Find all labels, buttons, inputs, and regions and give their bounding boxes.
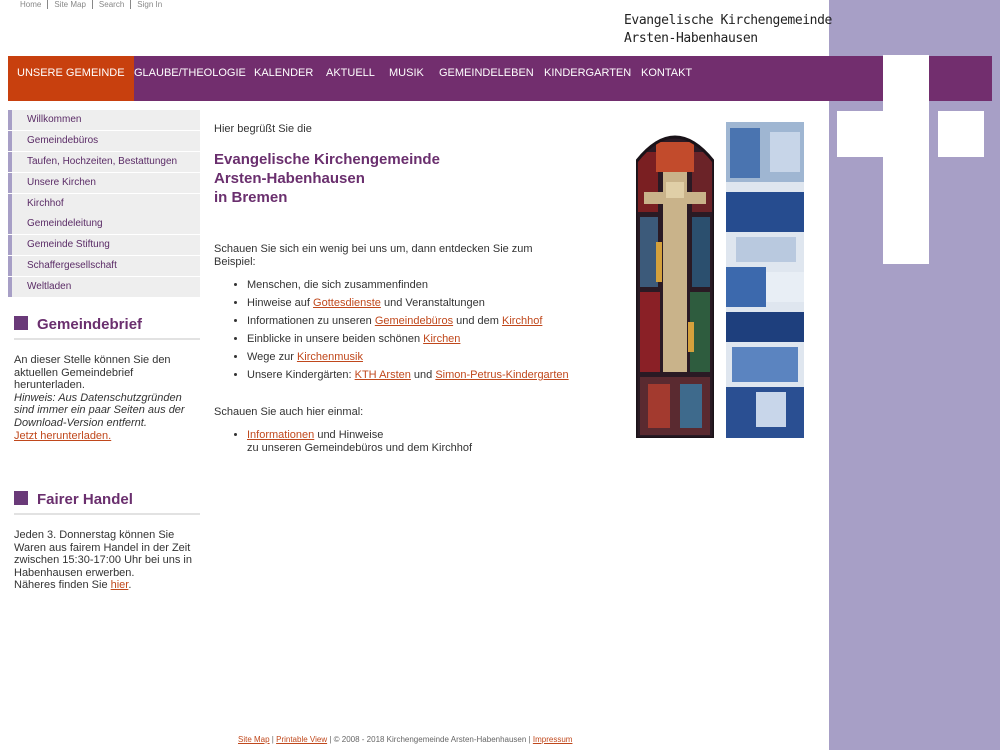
greeting: Hier begrüßt Sie die <box>214 123 312 135</box>
bullet-text: und dem <box>453 315 503 327</box>
nav-glaube-theologie[interactable]: GLAUBE/THEOLOGIE <box>134 67 246 79</box>
footer-sitemap-link[interactable]: Site Map <box>238 735 270 744</box>
list-item <box>247 279 569 297</box>
kth-arsten-link[interactable]: KTH Arsten <box>354 369 411 381</box>
nav-gemeindeleben[interactable]: GEMEINDELEBEN <box>439 67 534 79</box>
bullet-text: Unsere Kindergärten: <box>247 369 355 381</box>
bullet-text: Informationen zu unseren <box>247 315 375 327</box>
heading-square-icon <box>14 491 28 505</box>
footer: Site Map | Printable View | © 2008 - 2018 Kirchengemeinde Arsten-Habenhausen | Impressum <box>238 735 573 744</box>
gemeindebrief-note: Hinweis: Aus Datenschutzgründen sind immer ein paar Seiten aus der Download-Version entfernt. <box>14 391 185 429</box>
nav-cross-gap <box>883 56 929 101</box>
kirchen-link[interactable]: Kirchen <box>423 333 461 345</box>
list-item <box>247 351 569 369</box>
gemeindebueros-link[interactable]: Gemeindebüros <box>374 315 454 327</box>
stained-glass-window-right <box>726 122 804 438</box>
list-item <box>247 333 569 351</box>
fairer-handel-heading <box>14 491 200 515</box>
fairer-handel-more: Näheres finden Sie <box>14 579 108 592</box>
bullet-text: Hinweise auf <box>247 297 314 309</box>
also-list <box>214 429 472 454</box>
site-logo[interactable] <box>624 12 832 48</box>
sidebar-item-willkommen[interactable]: Willkommen <box>8 110 200 130</box>
bullet-text: und Veranstaltungen <box>380 297 485 309</box>
period: . <box>128 579 132 592</box>
gemeindebrief-text: An dieser Stelle können Sie den aktuellen Gemeindebrief herunterladen. <box>14 354 171 392</box>
nav-kindergarten[interactable]: KINDERGARTEN <box>544 67 632 79</box>
sidebar-item-kirchhof[interactable]: Kirchhof <box>8 194 200 214</box>
gemeindebrief-box <box>14 354 202 442</box>
nav-kalender[interactable]: KALENDER <box>254 67 314 79</box>
nav-kontakt[interactable]: KONTAKT <box>641 67 693 79</box>
fairer-handel-text: Jeden 3. Donnerstag können Sie Waren aus fairem Handel in der Zeit zwischen 15:30-17:00 Uhr bei uns in Habenhausen erwerben. <box>14 529 192 579</box>
sitemap-link[interactable]: Site Map <box>47 0 92 9</box>
bullet-text: und <box>410 369 436 381</box>
nav-musik[interactable]: MUSIK <box>389 67 424 79</box>
heading-square-icon <box>14 316 28 330</box>
title-line-2: Arsten-Habenhausen <box>214 170 365 187</box>
sidebar-item-stiftung[interactable]: Gemeinde Stiftung <box>8 235 200 255</box>
page-title <box>214 150 440 207</box>
list-item <box>247 429 472 454</box>
bullet-text: Menschen, die sich zusammenfinden <box>247 279 428 291</box>
logo-line-2: Arsten-Habenhausen <box>624 31 758 46</box>
sidebar-item-gemeindebueros[interactable]: Gemeindebüros <box>8 131 200 151</box>
nav-aktuell[interactable]: AKTUELL <box>326 67 375 79</box>
bullet-text: Einblicke in unsere beiden schönen <box>247 333 424 345</box>
utility-links <box>14 0 168 9</box>
sidebar-nav <box>8 110 200 298</box>
fairer-handel-box <box>14 529 202 592</box>
list-item <box>247 315 569 333</box>
gemeindebrief-download-link[interactable]: Jetzt herunterladen. <box>14 429 112 442</box>
sidebar-item-gemeindeleitung[interactable]: Gemeindeleitung <box>8 214 200 234</box>
list-item <box>247 297 569 315</box>
gemeindebrief-title: Gemeindebrief <box>37 316 143 333</box>
sidebar-item-kirchen[interactable]: Unsere Kirchen <box>8 173 200 193</box>
main-nav <box>8 56 992 101</box>
home-link[interactable]: Home <box>20 0 42 9</box>
sidebar-item-schaffergesellschaft[interactable]: Schaffergesellschaft <box>8 256 200 276</box>
kirchenmusik-link[interactable]: Kirchenmusik <box>296 351 363 363</box>
highlights-list <box>214 279 569 387</box>
kirchhof-link[interactable]: Kirchhof <box>502 315 543 327</box>
also-heading: Schauen Sie auch hier einmal: <box>214 406 364 418</box>
cross-left-arm <box>837 111 929 157</box>
search-link[interactable]: Search <box>92 0 130 9</box>
simon-petrus-link[interactable]: Simon-Petrus-Kindergarten <box>435 369 569 381</box>
footer-impressum-link[interactable]: Impressum <box>532 735 573 744</box>
intro-text: Schauen Sie sich ein wenig bei uns um, dann entdecken Sie zum Beispiel: <box>214 243 533 268</box>
footer-copyright: © 2008 - 2018 Kirchengemeinde Arsten-Habenhausen <box>333 735 527 744</box>
signin-link[interactable]: Sign In <box>130 0 168 9</box>
bullet-text: zu unseren Gemeindebüros und dem Kirchhof <box>247 441 473 454</box>
sidebar-item-taufen[interactable]: Taufen, Hochzeiten, Bestattungen <box>8 152 200 172</box>
nav-unsere-gemeinde[interactable]: UNSERE GEMEINDE <box>8 56 134 101</box>
list-item <box>247 369 569 387</box>
gemeindebrief-heading <box>14 316 200 340</box>
fairer-handel-link[interactable]: hier <box>110 579 129 592</box>
footer-printable-link[interactable]: Printable View <box>276 735 328 744</box>
stained-glass-window-left <box>636 122 714 438</box>
informationen-link[interactable]: Informationen <box>247 429 315 441</box>
title-line-3: in Bremen <box>214 189 288 206</box>
fairer-handel-title: Fairer Handel <box>37 491 133 508</box>
title-line-1: Evangelische Kirchengemeinde <box>214 151 440 168</box>
bullet-text: und Hinweise <box>314 429 384 441</box>
gottesdienste-link[interactable]: Gottesdienste <box>313 297 381 309</box>
cross-right-arm <box>938 111 984 157</box>
bullet-text: Wege zur <box>247 351 297 363</box>
sidebar-item-weltladen[interactable]: Weltladen <box>8 277 200 297</box>
logo-line-1: Evangelische Kirchengemeinde <box>624 13 832 28</box>
